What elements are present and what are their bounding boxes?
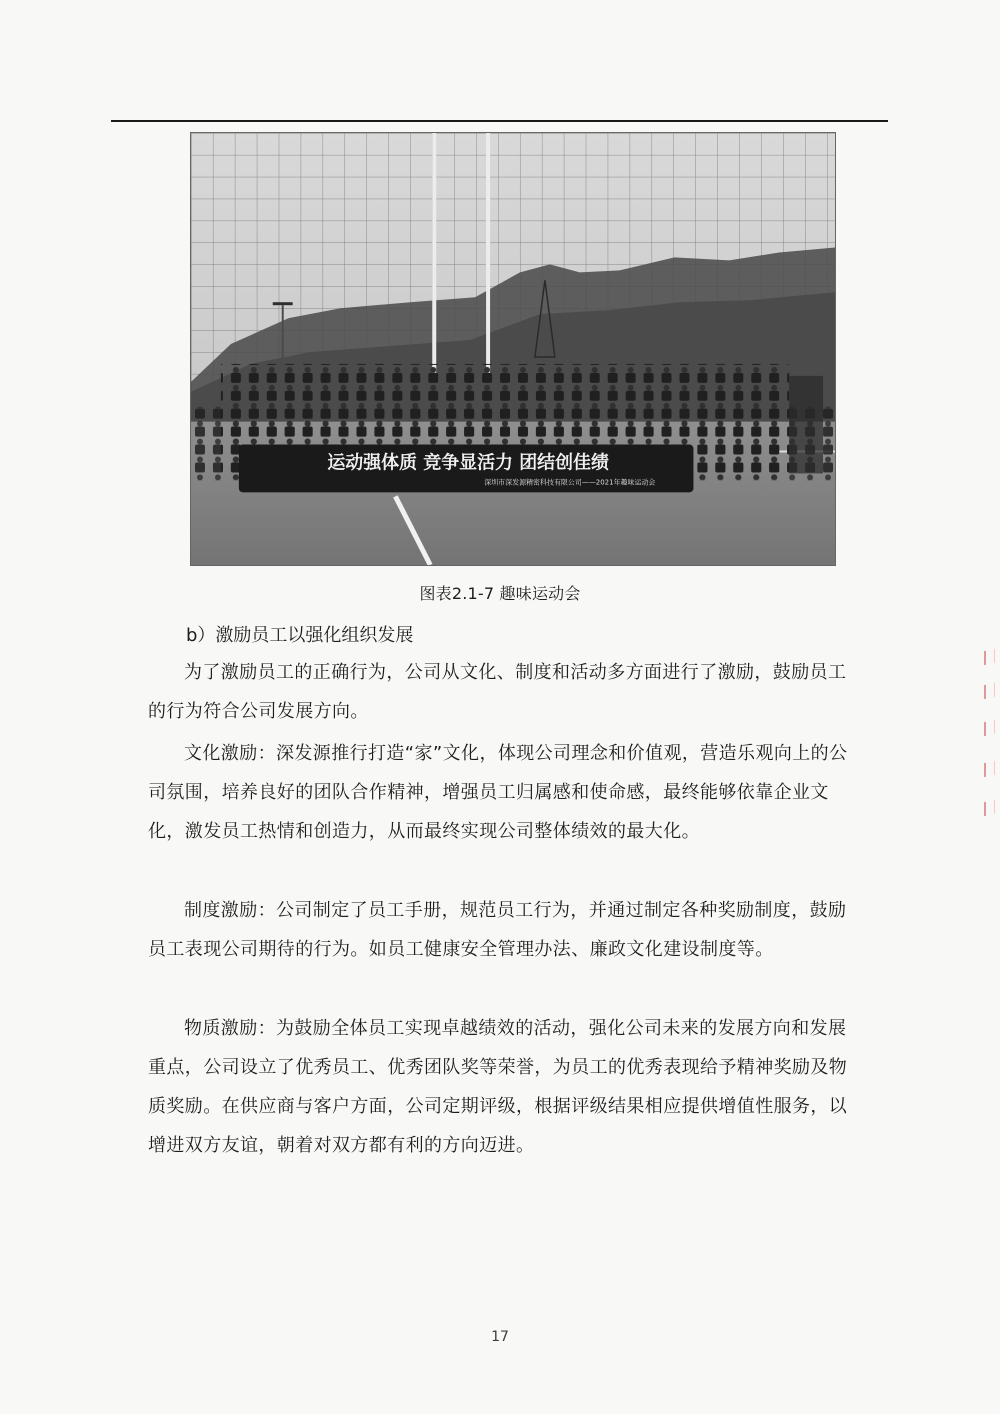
section-heading: b）激励员工以强化组织发展 bbox=[186, 625, 414, 646]
paragraph-text: 为了激励员工的正确行为，公司从文化、制度和活动多方面进行了激励，鼓励员工的行为符合公司发展方向。 bbox=[148, 662, 847, 722]
paragraph-4 bbox=[148, 1009, 855, 1165]
page-number: 17 bbox=[491, 1329, 509, 1345]
stamp-mark bbox=[984, 683, 995, 699]
paragraph-text: 物质激励：为鼓励全体员工实现卓越绩效的活动，强化公司未来的发展方向和发展重点，公司设立了优秀员工、优秀团队奖等荣誉，为员工的优秀表现给予精神奖励及物质奖励。在供应商与客户方面，公司定期评级，根据评级结果相应提供增值性服务，以增进双方友谊，朝着对双方都有利的方向迈进。 bbox=[148, 1018, 848, 1156]
stamp-mark bbox=[984, 649, 995, 665]
group-photo bbox=[190, 132, 836, 566]
edge-stamp-marks bbox=[984, 650, 994, 820]
banner-sub-text: 深圳市深发源精密科技有限公司——2021年趣味运动会 bbox=[484, 478, 656, 487]
paragraph-2 bbox=[148, 734, 855, 851]
stamp-mark bbox=[984, 720, 995, 736]
group-photo-image bbox=[191, 133, 835, 565]
header-rule bbox=[111, 120, 888, 122]
figure-caption: 图表2.1-7 趣味运动会 bbox=[419, 584, 581, 603]
paragraph-text: 制度激励：公司制定了员工手册，规范员工行为，并通过制定各种奖励制度，鼓励员工表现公司期待的行为。如员工健康安全管理办法、廉政文化建设制度等。 bbox=[148, 900, 847, 960]
stamp-mark bbox=[984, 800, 995, 816]
paragraph-1 bbox=[148, 653, 855, 731]
paragraph-text: 文化激励：深发源推行打造“家”文化，体现公司理念和价值观，营造乐观向上的公司氛围，培养良好的团队合作精神，增强员工归属感和使命感，最终能够依靠企业文化，激发员工热情和创造力，从而最终实现公司整体绩效的最大化。 bbox=[148, 743, 848, 842]
stamp-mark bbox=[984, 761, 995, 777]
paragraph-3 bbox=[148, 891, 855, 969]
banner-main-text: 运动强体质 竞争显活力 团结创佳绩 bbox=[327, 452, 609, 474]
